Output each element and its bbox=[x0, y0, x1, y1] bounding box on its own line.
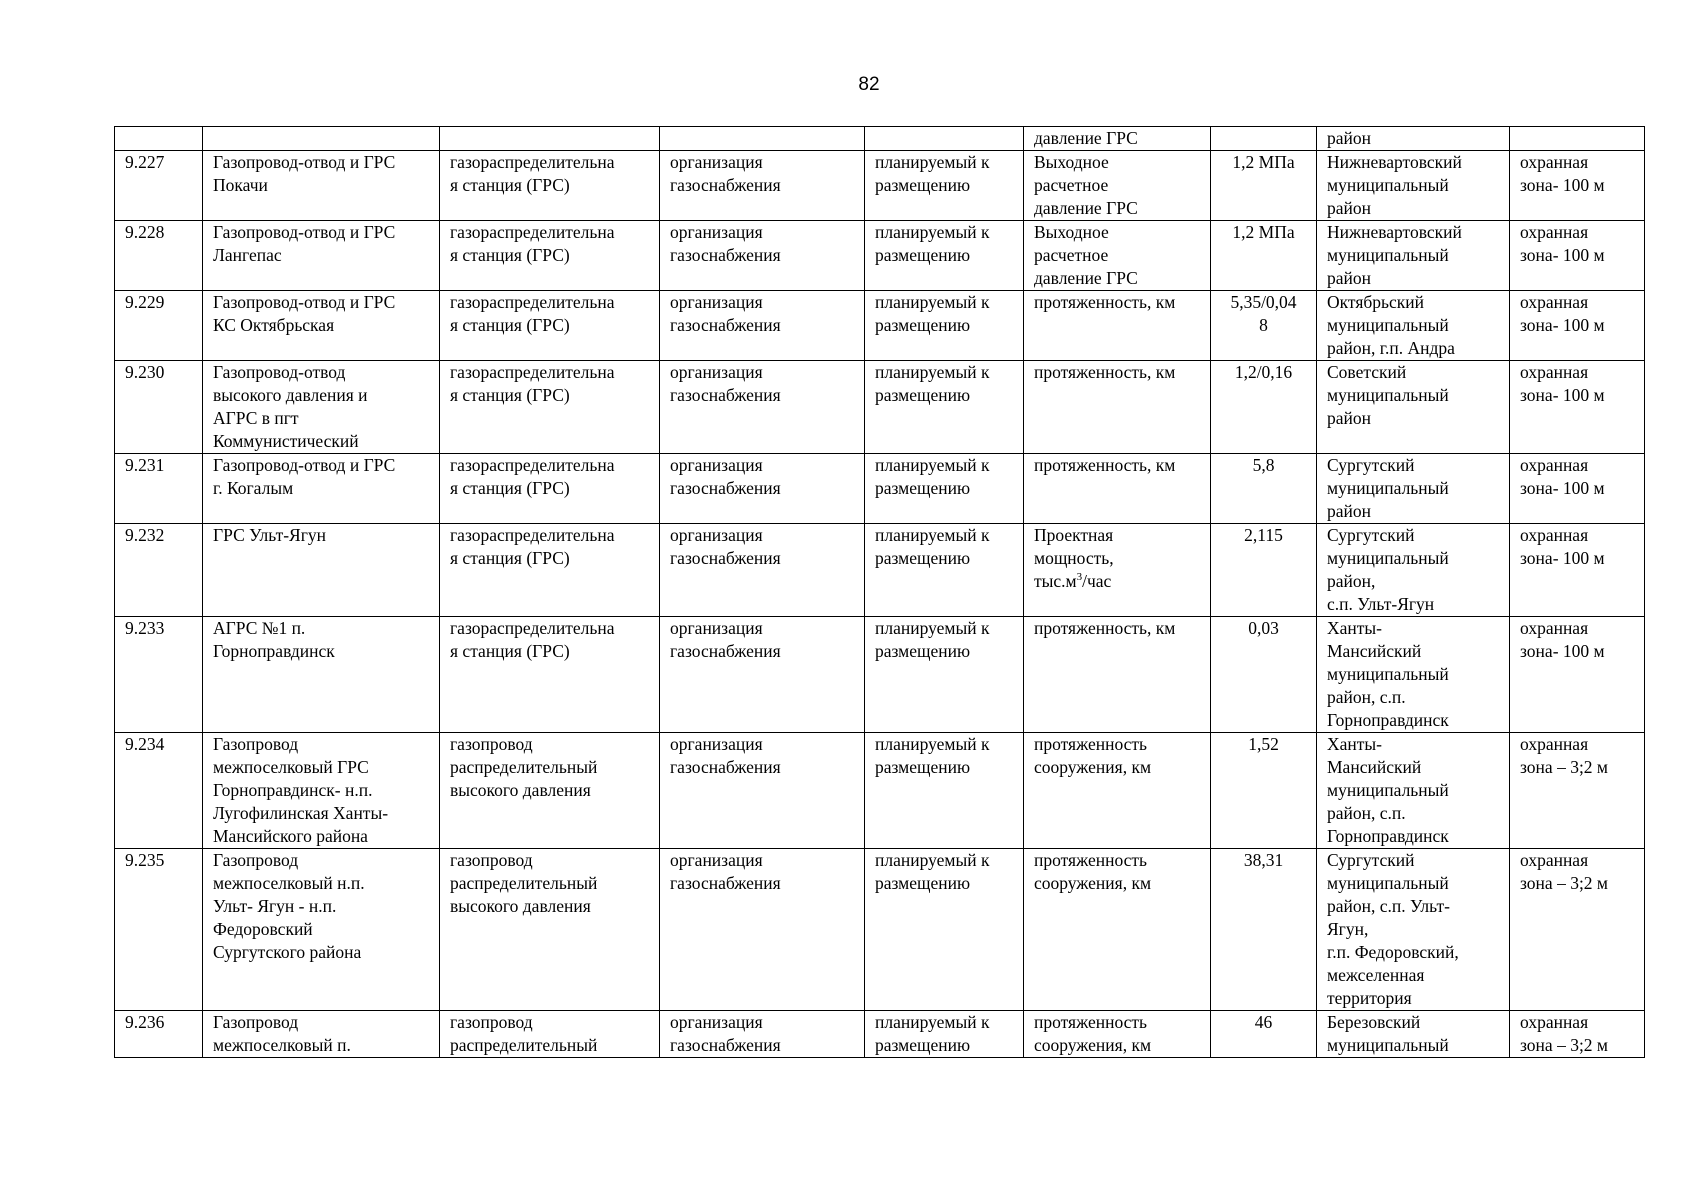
cell-name bbox=[203, 127, 440, 151]
cell-num: 9.231 bbox=[115, 454, 203, 524]
cell-status: планируемый к размещению bbox=[865, 151, 1024, 221]
cell-name: АГРС №1 п. Горноправдинск bbox=[203, 617, 440, 733]
cell-zone: охранная зона- 100 м bbox=[1510, 221, 1645, 291]
cell-characteristic: протяженность сооружения, км bbox=[1024, 733, 1211, 849]
cell-value: 2,115 bbox=[1211, 524, 1317, 617]
cell-purpose: организация газоснабжения bbox=[660, 361, 865, 454]
cell-status bbox=[865, 127, 1024, 151]
table-row bbox=[115, 524, 1645, 617]
cell-zone bbox=[1510, 127, 1645, 151]
cell-name: Газопровод-отвод и ГРС Лангепас bbox=[203, 221, 440, 291]
superscript: 3 bbox=[1076, 571, 1083, 584]
cell-characteristic: протяженность, км bbox=[1024, 454, 1211, 524]
cell-type: газопровод распределительный высокого давления bbox=[440, 849, 660, 1011]
table-row bbox=[115, 1011, 1645, 1058]
cell-location: Советский муниципальный район bbox=[1317, 361, 1510, 454]
cell-type: газораспределительна я станция (ГРС) bbox=[440, 221, 660, 291]
cell-status: планируемый к размещению bbox=[865, 454, 1024, 524]
cell-characteristic: протяженность сооружения, км bbox=[1024, 1011, 1211, 1058]
cell-purpose: организация газоснабжения bbox=[660, 733, 865, 849]
cell-num: 9.232 bbox=[115, 524, 203, 617]
cell-status: планируемый к размещению bbox=[865, 221, 1024, 291]
characteristic-text: Проектная мощность, тыс.м bbox=[1034, 525, 1114, 591]
cell-purpose: организация газоснабжения bbox=[660, 454, 865, 524]
cell-zone: охранная зона – 3;2 м bbox=[1510, 1011, 1645, 1058]
cell-characteristic: протяженность, км bbox=[1024, 291, 1211, 361]
cell-name: ГРС Ульт-Ягун bbox=[203, 524, 440, 617]
cell-zone: охранная зона- 100 м bbox=[1510, 617, 1645, 733]
cell-characteristic: Выходное расчетное давление ГРС bbox=[1024, 221, 1211, 291]
cell-zone: охранная зона- 100 м bbox=[1510, 291, 1645, 361]
cell-status: планируемый к размещению bbox=[865, 733, 1024, 849]
cell-location: Березовский муниципальный bbox=[1317, 1011, 1510, 1058]
cell-purpose: организация газоснабжения bbox=[660, 1011, 865, 1058]
cell-zone: охранная зона – 3;2 м bbox=[1510, 849, 1645, 1011]
cell-zone: охранная зона – 3;2 м bbox=[1510, 733, 1645, 849]
cell-type: газораспределительна я станция (ГРС) bbox=[440, 617, 660, 733]
cell-name: Газопровод-отвод высокого давления и АГРС в пгт Коммунистический bbox=[203, 361, 440, 454]
cell-value: 5,35/0,04 8 bbox=[1211, 291, 1317, 361]
cell-value: 38,31 bbox=[1211, 849, 1317, 1011]
cell-status: планируемый к размещению bbox=[865, 1011, 1024, 1058]
cell-value: 1,52 bbox=[1211, 733, 1317, 849]
cell-type: газораспределительна я станция (ГРС) bbox=[440, 454, 660, 524]
cell-status: планируемый к размещению bbox=[865, 849, 1024, 1011]
cell-value: 1,2/0,16 bbox=[1211, 361, 1317, 454]
cell-name: Газопровод-отвод и ГРС КС Октябрьская bbox=[203, 291, 440, 361]
cell-num bbox=[115, 127, 203, 151]
table-row bbox=[115, 733, 1645, 849]
cell-zone: охранная зона- 100 м bbox=[1510, 361, 1645, 454]
cell-num: 9.236 bbox=[115, 1011, 203, 1058]
cell-status: планируемый к размещению bbox=[865, 291, 1024, 361]
cell-num: 9.229 bbox=[115, 291, 203, 361]
cell-location: Сургутский муниципальный район, с.п. Ульт- Ягун, г.п. Федоровский, межселенная территория bbox=[1317, 849, 1510, 1011]
cell-type: газопровод распределительный высокого давления bbox=[440, 733, 660, 849]
cell-purpose: организация газоснабжения bbox=[660, 849, 865, 1011]
cell-characteristic: протяженность сооружения, км bbox=[1024, 849, 1211, 1011]
cell-characteristic: давление ГРС bbox=[1024, 127, 1211, 151]
cell-status: планируемый к размещению bbox=[865, 524, 1024, 617]
table-row bbox=[115, 221, 1645, 291]
cell-location: Сургутский муниципальный район bbox=[1317, 454, 1510, 524]
table-row bbox=[115, 849, 1645, 1011]
cell-value: 5,8 bbox=[1211, 454, 1317, 524]
characteristic-unit: /час bbox=[1082, 571, 1112, 591]
cell-purpose bbox=[660, 127, 865, 151]
table-row bbox=[115, 291, 1645, 361]
cell-value: 0,03 bbox=[1211, 617, 1317, 733]
cell-name: Газопровод-отвод и ГРС г. Когалым bbox=[203, 454, 440, 524]
cell-value: 1,2 МПа bbox=[1211, 151, 1317, 221]
table-row bbox=[115, 361, 1645, 454]
cell-location: район bbox=[1317, 127, 1510, 151]
page-number: 82 bbox=[858, 74, 880, 95]
cell-zone: охранная зона- 100 м bbox=[1510, 454, 1645, 524]
cell-num: 9.233 bbox=[115, 617, 203, 733]
cell-name: Газопровод-отвод и ГРС Покачи bbox=[203, 151, 440, 221]
cell-location: Нижневартовский муниципальный район bbox=[1317, 221, 1510, 291]
table-row bbox=[115, 151, 1645, 221]
cell-value bbox=[1211, 127, 1317, 151]
cell-type: газораспределительна я станция (ГРС) bbox=[440, 361, 660, 454]
cell-purpose: организация газоснабжения bbox=[660, 221, 865, 291]
cell-location: Ханты- Мансийский муниципальный район, с.п. Горноправдинск bbox=[1317, 617, 1510, 733]
cell-characteristic: Выходное расчетное давление ГРС bbox=[1024, 151, 1211, 221]
cell-type bbox=[440, 127, 660, 151]
cell-type: газопровод распределительный bbox=[440, 1011, 660, 1058]
cell-name: Газопровод межпоселковый н.п. Ульт- Ягун - н.п. Федоровский Сургутского района bbox=[203, 849, 440, 1011]
table-row-continuation bbox=[115, 127, 1645, 151]
cell-num: 9.234 bbox=[115, 733, 203, 849]
cell-characteristic: протяженность, км bbox=[1024, 617, 1211, 733]
cell-status: планируемый к размещению bbox=[865, 617, 1024, 733]
cell-location: Ханты- Мансийский муниципальный район, с.п. Горноправдинск bbox=[1317, 733, 1510, 849]
cell-purpose: организация газоснабжения bbox=[660, 291, 865, 361]
cell-location: Сургутский муниципальный район, с.п. Ульт-Ягун bbox=[1317, 524, 1510, 617]
cell-characteristic: протяженность, км bbox=[1024, 361, 1211, 454]
cell-location: Октябрьский муниципальный район, г.п. Андра bbox=[1317, 291, 1510, 361]
cell-num: 9.230 bbox=[115, 361, 203, 454]
cell-name: Газопровод межпоселковый ГРС Горноправдинск- н.п. Лугофилинская Ханты- Мансийского района bbox=[203, 733, 440, 849]
cell-type: газораспределительна я станция (ГРС) bbox=[440, 524, 660, 617]
table-row bbox=[115, 617, 1645, 733]
cell-purpose: организация газоснабжения bbox=[660, 524, 865, 617]
cell-zone: охранная зона- 100 м bbox=[1510, 524, 1645, 617]
cell-characteristic bbox=[1024, 524, 1211, 617]
table-row bbox=[115, 454, 1645, 524]
cell-purpose: организация газоснабжения bbox=[660, 617, 865, 733]
objects-table bbox=[114, 126, 1645, 1058]
cell-location: Нижневартовский муниципальный район bbox=[1317, 151, 1510, 221]
cell-status: планируемый к размещению bbox=[865, 361, 1024, 454]
cell-num: 9.227 bbox=[115, 151, 203, 221]
cell-name: Газопровод межпоселковый п. bbox=[203, 1011, 440, 1058]
cell-type: газораспределительна я станция (ГРС) bbox=[440, 151, 660, 221]
cell-zone: охранная зона- 100 м bbox=[1510, 151, 1645, 221]
cell-num: 9.228 bbox=[115, 221, 203, 291]
cell-type: газораспределительна я станция (ГРС) bbox=[440, 291, 660, 361]
cell-num: 9.235 bbox=[115, 849, 203, 1011]
cell-purpose: организация газоснабжения bbox=[660, 151, 865, 221]
cell-value: 46 bbox=[1211, 1011, 1317, 1058]
cell-value: 1,2 МПа bbox=[1211, 221, 1317, 291]
